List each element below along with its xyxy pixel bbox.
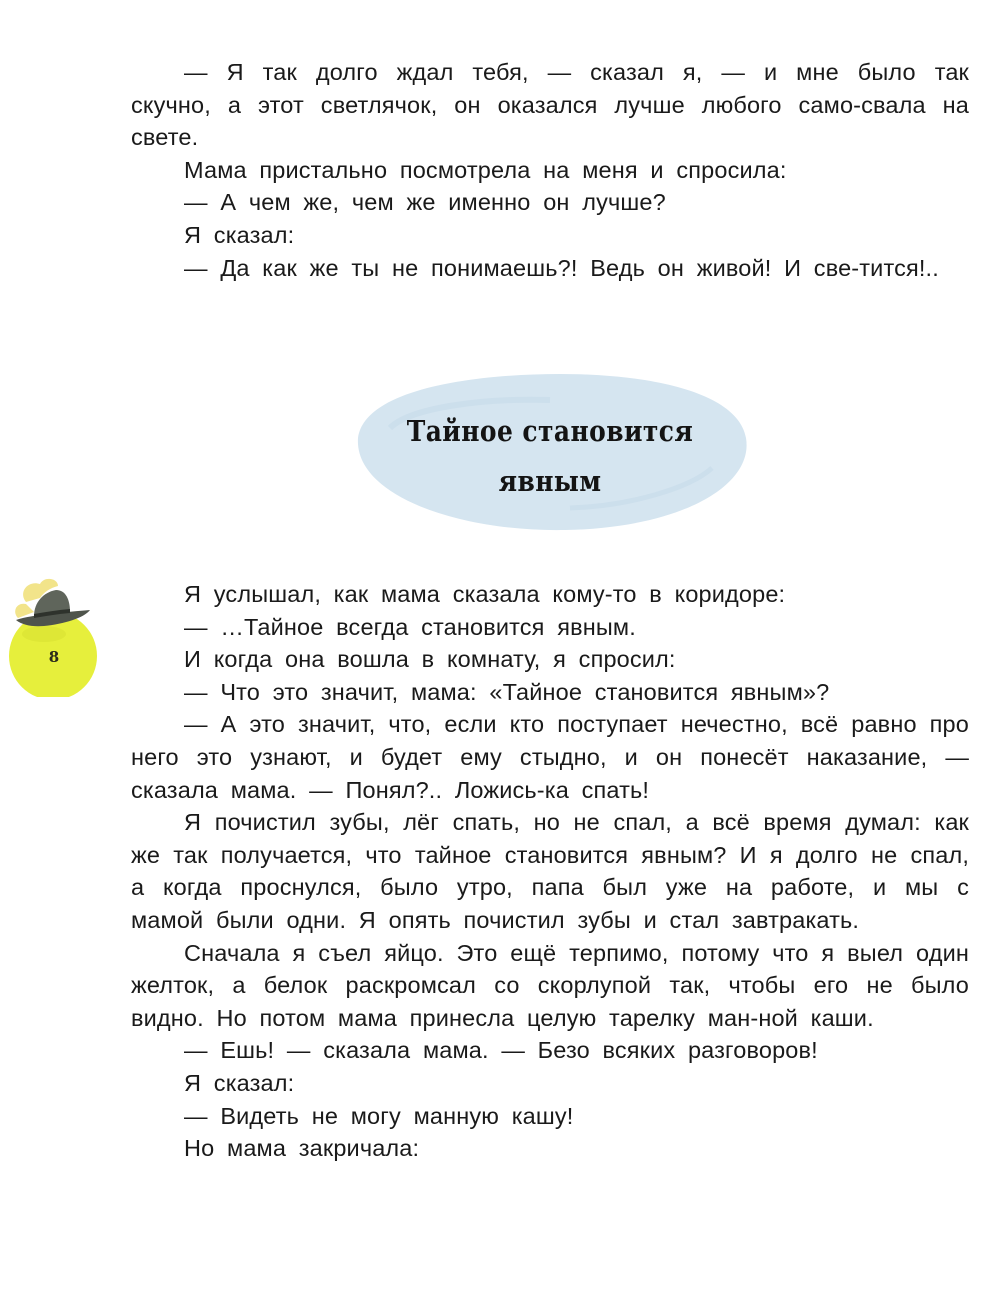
hat-and-ball-icon	[4, 572, 104, 697]
paragraph: — Да как же ты не понимаешь?! Ведь он живой! И све-тится!..	[184, 254, 939, 281]
paragraph: — А это значит, что, если кто поступает нечестно, всё равно про него это узнают, и будет ему стыдно, и он понесёт наказание, — сказала мама. — Понял?.. Ложись-ка спать!	[131, 711, 969, 803]
paragraph: Я почистил зубы, лёг спать, но не спал, а всё время думал: как же так получается, что тайное становится явным? И я долго не спал, а когда проснулся, было утро, папа был уже на работе, и мы с мамой были одни. Я опять почистил зубы и стал завтракать.	[131, 809, 969, 933]
paragraph: Я услышал, как мама сказала кому-то в коридоре:	[184, 581, 786, 607]
paragraph: — Что это значит, мама: «Тайное становится явным»?	[184, 678, 830, 705]
chapter-title	[378, 406, 722, 506]
paragraph: Я сказал:	[184, 1069, 295, 1096]
paragraph: Мама пристально посмотрела на меня и спросила:	[184, 156, 787, 183]
chapter-heading	[350, 368, 750, 536]
paragraph: — Я так долго ждал тебя, — сказал я, — и мне было так скучно, а этот светлячок, он оказался лучше любого само-свала на свете.	[131, 59, 969, 151]
paragraph: — А чем же, чем же именно он лучше?	[184, 189, 666, 216]
chapter-title-line2: явным	[498, 464, 602, 498]
paragraph: Я сказал:	[184, 221, 295, 248]
page-number: 8	[48, 648, 60, 666]
story-text-top	[131, 56, 969, 284]
paragraph: И когда она вошла в комнату, я спросил:	[184, 646, 676, 673]
paragraph: Но мама закричала:	[184, 1135, 420, 1162]
story-text-main	[131, 578, 969, 1165]
page-number-illustration	[4, 572, 104, 697]
paragraph: — …Тайное всегда становится явным.	[184, 613, 636, 640]
paragraph: — Ешь! — сказала мама. — Безо всяких разговоров!	[184, 1037, 818, 1064]
chapter-title-line1: Тайное становится	[406, 414, 694, 448]
paragraph: — Видеть не могу манную кашу!	[184, 1102, 574, 1129]
paragraph: Сначала я съел яйцо. Это ещё терпимо, потому что я выел один желток, а белок раскромсал со скорлупой так, чтобы его не было видно. Но потом мама принесла целую тарелку ман-ной каши.	[131, 939, 969, 1031]
